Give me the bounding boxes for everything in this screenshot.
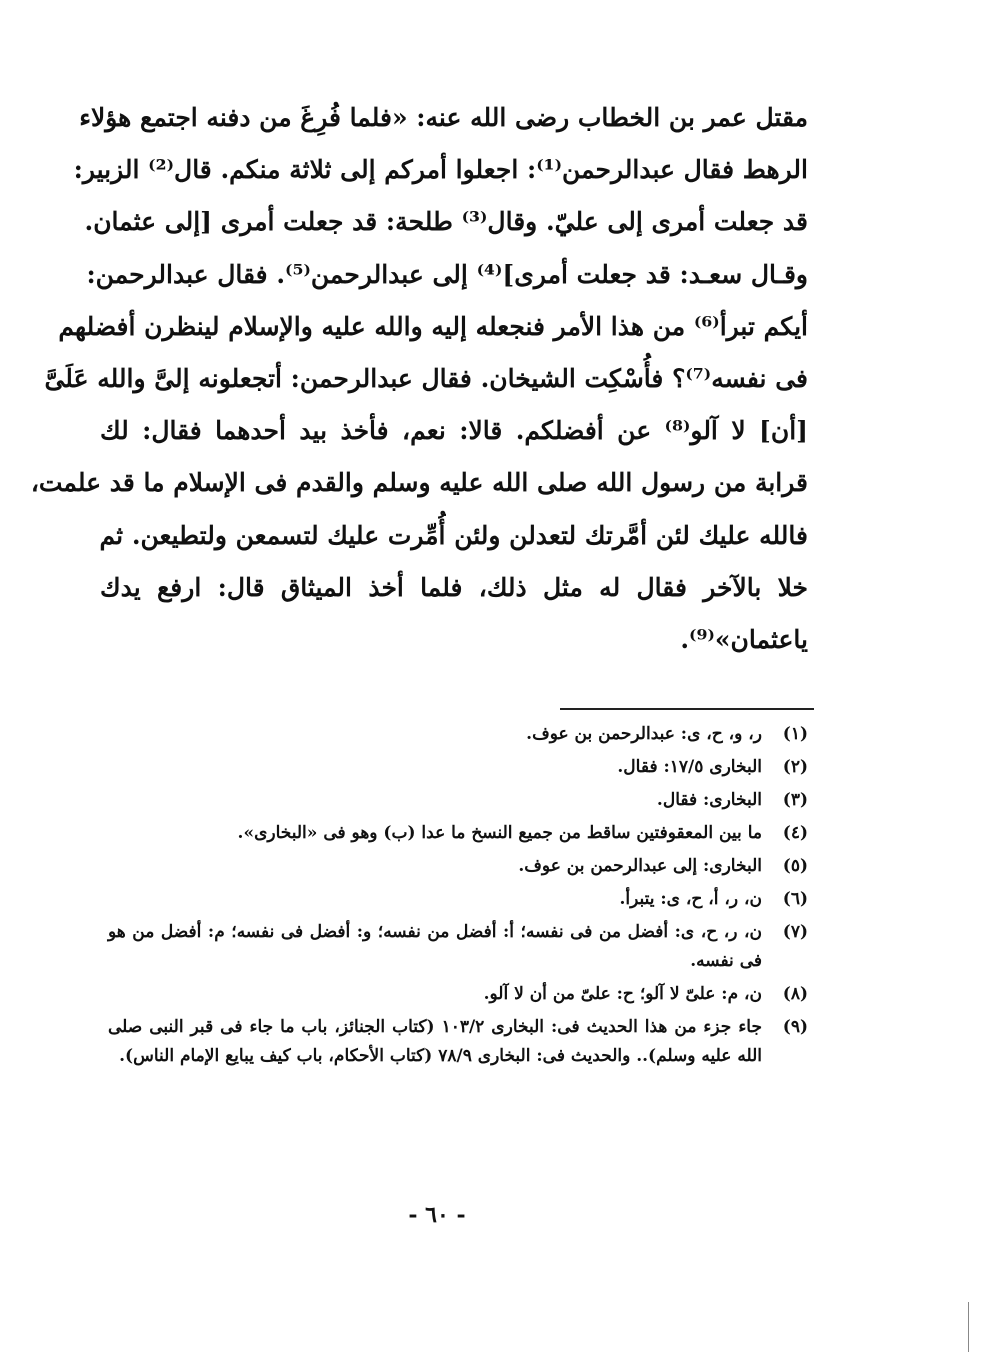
main-text xyxy=(30,92,808,666)
footnote-number: (٦) xyxy=(782,889,808,909)
footnote-text: البخارى: فقال. xyxy=(656,790,762,810)
footnote-number: (٣) xyxy=(782,790,808,810)
footnote-item xyxy=(108,786,808,815)
footnotes xyxy=(108,720,808,1075)
main-text-line: [أن] لا آلو⁽⁸⁾ عن أفضلكم. قالا: نعم، فأخذ بيد أحدهما فقال: لك xyxy=(100,416,808,446)
main-text-line: قرابة من رسول الله صلى الله عليه وسلم والقدم فى الإسلام ما قد علمت، xyxy=(30,468,808,498)
footnote-text: البخارى: إلى عبدالرحمن بن عوف. xyxy=(518,856,762,876)
footnote-number: (٩) xyxy=(782,1017,808,1037)
footnote-item xyxy=(108,753,808,782)
main-text-line: فالله عليك لئن أمَّرتك لتعدلن ولئن أُمِّرت عليك لتسمعن ولتطيعن. ثم xyxy=(99,520,808,550)
footnote-number: (٤) xyxy=(782,823,808,843)
footnote-item xyxy=(108,852,808,881)
main-text-line: قد جعلت أمرى إلى عليّ. وقال⁽³⁾ طلحة: قد جعلت أمرى [إلى عثمان. xyxy=(84,207,808,237)
main-text-line: فى نفسه⁽⁷⁾؟ فأُسْكِت الشيخان. فقال عبدالرحمن: أتجعلونه إلىَّ والله عَلَىَّ xyxy=(44,363,808,393)
footnote-text: البخارى ١٧/٥: فقال. xyxy=(617,757,762,777)
footnote-item xyxy=(108,980,808,1009)
scan-edge-line xyxy=(968,1302,969,1352)
footnote-text: ن، م: علىّ لا آلو؛ ح: علىّ من أن لا آلو. xyxy=(483,984,762,1004)
main-text-line: وقـال سعـد: قد جعلت أمرى]⁽⁴⁾ إلى عبدالرحمن⁽⁵⁾. فقال عبدالرحمن: xyxy=(86,259,808,289)
footnote-item xyxy=(108,918,808,976)
footnote-number: (٧) xyxy=(782,922,808,942)
footnote-number: (٢) xyxy=(782,757,808,777)
footnote-separator xyxy=(560,708,814,710)
footnote-number: (١) xyxy=(782,724,808,744)
footnote-text: ن، ر، أ، ح، ى: يتبرأ. xyxy=(619,889,762,909)
footnote-text: جاء جزء من هذا الحديث فى: البخارى ١٠٣/٢ (كتاب الجنائز، باب ما جاء فى قبر النبى صلى الله عليه وسلم).. والحديث فى: البخارى ٧٨/٩ (كتاب الأحكام، باب كيف يبايع الإمام الناس). xyxy=(108,1017,762,1066)
footnote-text: ما بين المعقوفتين ساقط من جميع النسخ ما عدا (ب) وهو فى «البخارى». xyxy=(237,823,762,843)
footnote-item xyxy=(108,1013,808,1071)
page-number: - ٦٠ - xyxy=(408,1202,466,1228)
main-text-line: خلا بالآخر فقال له مثل ذلك، فلما أخذ الميثاق قال: ارفع يدك xyxy=(100,572,808,602)
main-text-line: أيكم تبرأ⁽⁶⁾ من هذا الأمر فنجعله إليه والله عليه والإسلام لينظرن أفضلهم xyxy=(58,311,808,341)
main-text-line: ياعثمان»⁽⁹⁾. xyxy=(680,624,808,654)
footnote-item xyxy=(108,720,808,749)
footnote-text: ر، و، ح، ى: عبدالرحمن بن عوف. xyxy=(526,724,762,744)
main-text-line: الرهط فقال عبدالرحمن⁽¹⁾: اجعلوا أمركم إلى ثلاثة منكم. قال⁽²⁾ الزبير: xyxy=(73,155,808,185)
footnote-number: (٨) xyxy=(782,984,808,1004)
footnote-item xyxy=(108,819,808,848)
main-text-line: مقتل عمر بن الخطاب رضى الله عنه: «فلما فُرِغَ من دفنه اجتمع هؤلاء xyxy=(79,103,808,132)
footnote-number: (٥) xyxy=(782,856,808,876)
footnote-item xyxy=(108,885,808,914)
footnote-text: ن، ر، ح، ى: أفضل من فى نفسه؛ أ: أفضل من نفسه؛ و: أفضل فى نفسه؛ م: أفضل من هو فى نفسه. xyxy=(108,922,762,971)
